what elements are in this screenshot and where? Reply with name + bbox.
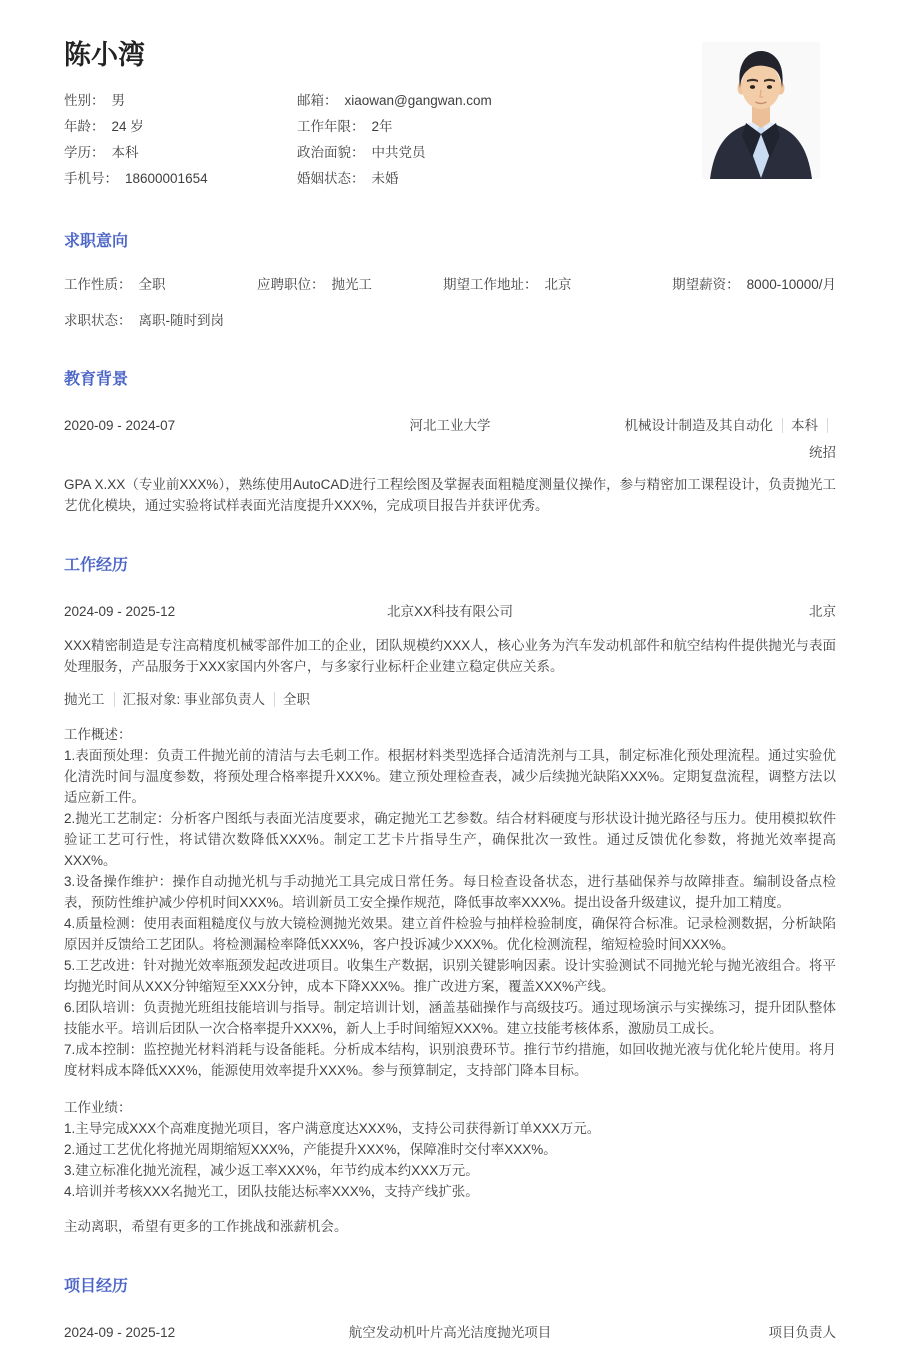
leave-note: 主动离职，希望有更多的工作挑战和涨薪机会。 bbox=[64, 1219, 348, 1234]
education-description: GPA X.XX（专业前XXX%），熟练使用AutoCAD进行工程绘图及掌握表面粗糙度测量仪操作，参与精密加工课程设计，负责抛光工艺优化模块，通过实验将试样表面光洁度提升XXX%，完成项目报告并获评优秀。 bbox=[64, 477, 836, 513]
education-meta-item: 本科 bbox=[791, 418, 828, 433]
info-field-value: 未婚 bbox=[371, 171, 399, 186]
info-field-value: 本科 bbox=[111, 145, 139, 160]
position-meta bbox=[64, 689, 836, 710]
section-title-education: 教育背景 bbox=[64, 371, 129, 388]
position-meta-item: 汇报对象: 事业部负责人 bbox=[123, 692, 276, 707]
job-intention-label: 期望工作地址： bbox=[443, 277, 538, 292]
duty-item: 4.质量检测：使用表面粗糙度仪与放大镜检测抛光效果。建立首件检验与抽样检验制度，确保符合标准。记录检测数据，分析缺陷原因并反馈给工艺团队。将检测漏检率降低XXX%，客户投诉减少XXX%。优化检测流程，缩短检验时间XXX%。 bbox=[64, 916, 836, 952]
duty-item: 7.成本控制：监控抛光材料消耗与设备能耗。分析成本结构，识别浪费环节。推行节约措施，如回收抛光液与优化轮片使用。将月度材料成本降低XXX%，能源使用效率提升XXX%。参与预算制定，支持部门降本目标。 bbox=[64, 1042, 836, 1078]
info-field-label: 工作年限： bbox=[297, 119, 365, 134]
achievement-item: 2.通过工艺优化将抛光周期缩短XXX%，产能提升XXX%，保障准时交付率XXX%。 bbox=[64, 1142, 557, 1157]
project-role: 项目负责人 bbox=[768, 1325, 836, 1340]
info-field bbox=[64, 114, 297, 140]
profile-photo bbox=[702, 42, 820, 179]
work-location: 北京 bbox=[809, 604, 836, 619]
info-field bbox=[64, 166, 297, 192]
info-field-value: 18600001654 bbox=[125, 171, 208, 186]
work-experience-row bbox=[64, 598, 836, 625]
section-title-job-intention: 求职意向 bbox=[64, 233, 129, 250]
portrait-illustration bbox=[702, 42, 820, 179]
work-overview-label: 工作概述： bbox=[64, 727, 132, 742]
info-field-label: 手机号： bbox=[64, 171, 118, 186]
job-status-label: 求职状态： bbox=[64, 313, 132, 328]
job-intention-value: 全职 bbox=[138, 277, 166, 292]
achievement-item: 3.建立标准化抛光流程，减少返工率XXX%，年节约成本约XXX万元。 bbox=[64, 1163, 479, 1178]
education-date-range: 2020-09 - 2024-07 bbox=[64, 418, 176, 433]
info-field-label: 邮箱： bbox=[297, 93, 338, 108]
job-intention-field bbox=[64, 276, 257, 294]
education-meta bbox=[614, 412, 836, 466]
position-meta-item: 抛光工 bbox=[64, 692, 115, 707]
job-intention-field bbox=[672, 276, 836, 294]
work-date-range: 2024-09 - 2025-12 bbox=[64, 604, 176, 619]
education-meta-item: 统招 bbox=[809, 445, 836, 460]
section-title-project-experience: 项目经历 bbox=[64, 1278, 129, 1295]
project-date-range: 2024-09 - 2025-12 bbox=[64, 1325, 176, 1340]
duty-list bbox=[64, 745, 836, 1081]
section-title-work-experience: 工作经历 bbox=[64, 557, 129, 574]
job-intention-field bbox=[257, 276, 443, 294]
work-achievements-label: 工作业绩： bbox=[64, 1100, 132, 1115]
work-overview-block bbox=[64, 724, 836, 1081]
info-field bbox=[64, 88, 297, 114]
achievement-item: 1.主导完成XXX个高难度抛光项目，客户满意度达XXX%，支持公司获得新订单XXX万元。 bbox=[64, 1121, 601, 1136]
job-intention-label: 工作性质： bbox=[64, 277, 132, 292]
position-meta-item: 全职 bbox=[283, 692, 311, 707]
duty-item: 6.团队培训：负责抛光班组技能培训与指导。制定培训计划，涵盖基础操作与高级技巧。通过现场演示与实操练习，提升团队整体技能水平。培训后团队一次合格率提升XXX%，新人上手时间缩短XXX%。建立技能考核体系，激励员工成长。 bbox=[64, 1000, 836, 1036]
info-field-label: 性别： bbox=[64, 93, 105, 108]
job-status-value: 离职-随时到岗 bbox=[138, 313, 224, 328]
resume-header bbox=[64, 38, 836, 192]
work-company: 北京XX科技有限公司 bbox=[386, 604, 513, 619]
info-field-value: xiaowan@gangwan.com bbox=[344, 93, 492, 108]
job-intention-value: 抛光工 bbox=[331, 277, 372, 292]
job-intention-value: 北京 bbox=[544, 277, 572, 292]
info-field-value: 中共党员 bbox=[371, 145, 426, 160]
project-name: 航空发动机叶片高光洁度抛光项目 bbox=[348, 1325, 552, 1340]
education-meta-item: 机械设计制造及其自动化 bbox=[625, 418, 784, 433]
info-field-label: 婚姻状态： bbox=[297, 171, 365, 186]
info-field-value: 男 bbox=[111, 93, 125, 108]
info-field-label: 年龄： bbox=[64, 119, 105, 134]
education-school: 河北工业大学 bbox=[409, 418, 491, 433]
info-field-value: 24 岁 bbox=[111, 119, 144, 134]
achievement-list bbox=[64, 1118, 836, 1202]
info-field-label: 政治面貌： bbox=[297, 145, 365, 160]
education-row bbox=[64, 412, 836, 466]
job-intention-value: 8000-10000/月 bbox=[746, 277, 836, 292]
job-intention-label: 应聘职位： bbox=[257, 277, 325, 292]
info-field bbox=[64, 140, 297, 166]
duty-item: 3.设备操作维护：操作自动抛光机与手动抛光工具完成日常任务。每日检查设备状态，进行基础保养与故障排查。编制设备点检表，预防性维护减少停机时间XXX%。培训新员工安全操作规范，降低事故率XXX%。提出设备升级建议，提升加工精度。 bbox=[64, 874, 836, 910]
duty-item: 5.工艺改进：针对抛光效率瓶颈发起改进项目。收集生产数据，识别关键影响因素。设计实验测试不同抛光轮与抛光液组合。将平均抛光时间从XXX分钟缩短至XXX分钟，成本下降XXX%。推广改进方案，覆盖XXX%产线。 bbox=[64, 958, 836, 994]
duty-item: 2.抛光工艺制定：分析客户图纸与表面光洁度要求，确定抛光工艺参数。结合材料硬度与形状设计抛光路径与压力。使用模拟软件验证工艺可行性，将试错次数降低XXX%。制定工艺卡片指导生产，确保批次一致性。通过反馈优化参数，将抛光效率提高XXX%。 bbox=[64, 811, 836, 868]
basic-info-left-column bbox=[64, 88, 297, 192]
job-intention-label: 期望薪资： bbox=[672, 277, 740, 292]
project-experience-row bbox=[64, 1319, 836, 1346]
info-field-value: 2年 bbox=[371, 119, 393, 134]
job-intention-field bbox=[443, 276, 672, 294]
job-intention-row bbox=[64, 276, 836, 294]
candidate-name: 陈小湾 bbox=[64, 40, 145, 70]
achievement-item: 4.培训并考核XXX名抛光工，团队技能达标率XXX%，支持产线扩张。 bbox=[64, 1184, 479, 1199]
duty-item: 1.表面预处理：负责工件抛光前的清洁与去毛刺工作。根据材料类型选择合适清洗剂与工具，制定标准化预处理流程。通过实验优化清洗时间与温度参数，将预处理合格率提升XXX%。建立预处理检查表，减少后续抛光缺陷XXX%。定期复盘流程，调整方法以适应新工件。 bbox=[64, 748, 836, 805]
job-status-field bbox=[64, 312, 836, 330]
work-achievements-block bbox=[64, 1097, 836, 1202]
company-intro: XXX精密制造是专注高精度机械零部件加工的企业，团队规模约XXX人，核心业务为汽车发动机部件和航空结构件提供抛光与表面处理服务，产品服务于XXX家国内外客户，与多家行业标杆企业建立稳定供应关系。 bbox=[64, 638, 836, 674]
info-field-label: 学历： bbox=[64, 145, 105, 160]
